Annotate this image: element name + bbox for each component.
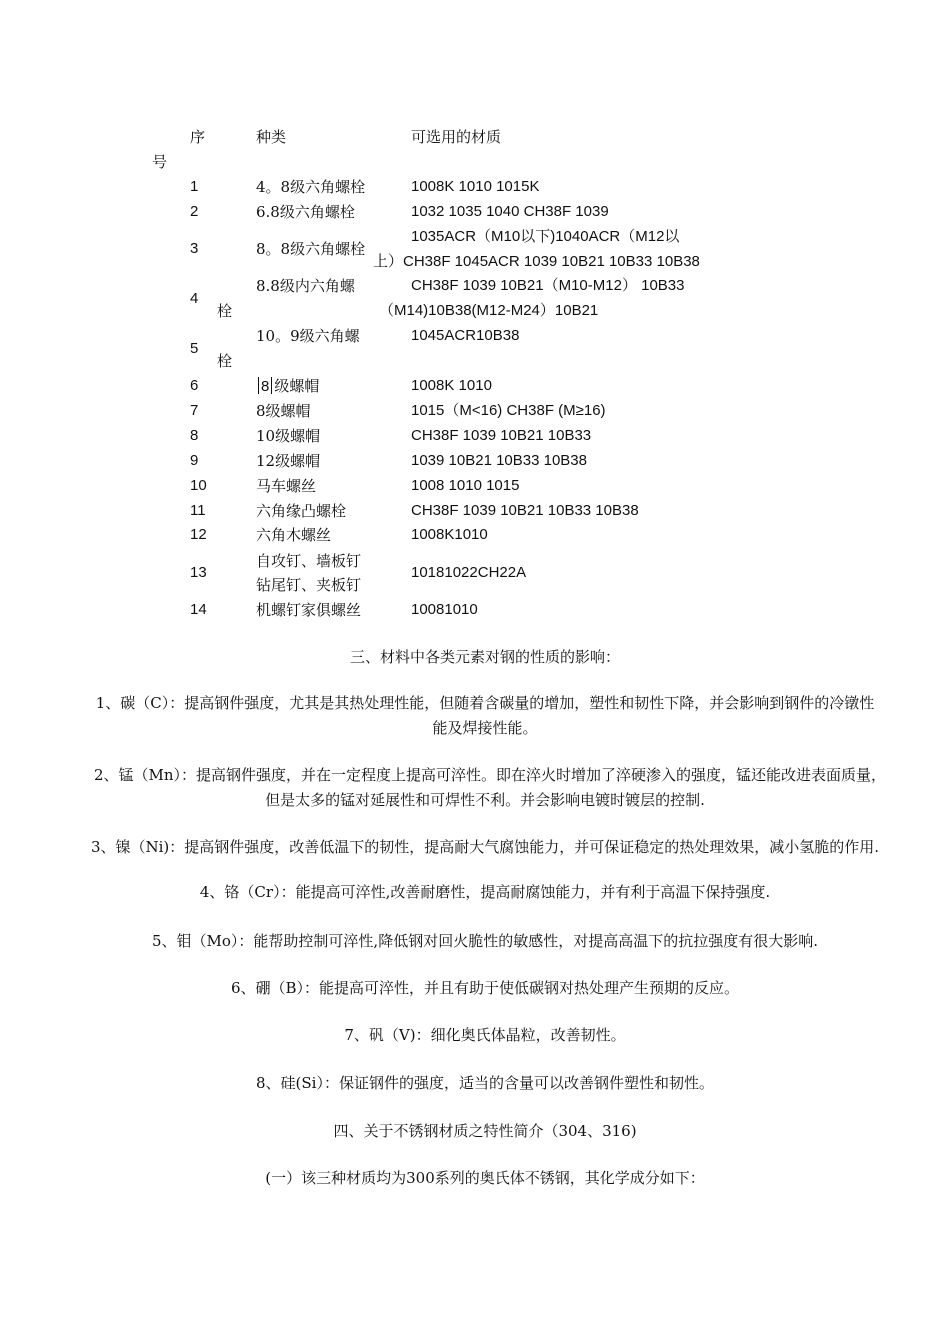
row-kind-number: 8 [261, 378, 270, 395]
row-number: 9 [190, 452, 199, 469]
paragraph-carbon-line1: 1、碳（C）：提高钢件强度，尤其是其热处理性能，但随着含碳量的增加，塑性和韧性下降，并会影响到钢件的冷镦性 [95, 694, 875, 712]
paragraph-nickel: 3、镍（Ni)：提高钢件强度，改善低温下的韧性，提高耐大气腐蚀能力，并可保证稳定的热处理效果，减小氢脆的作用. [90, 838, 880, 856]
header-material: 可选用的材质 [411, 128, 502, 146]
paragraph-vanadium: 7、矾（V)：细化奥氏体晶粒，改善韧性。 [344, 1026, 626, 1044]
row-number: 10 [190, 477, 207, 494]
row-material: CH38F 1039 10B21 10B33 [411, 427, 592, 444]
cell-border-mark [258, 377, 259, 394]
paragraph-chromium: 4、铬（Cr）：能提高可淬性,改善耐磨性，提高耐腐蚀能力，并有利于高温下保持强度. [199, 883, 771, 901]
row-material: 1045ACR10B38 [411, 327, 520, 344]
row-material: 1008K1010 [411, 526, 488, 543]
row-material-line2: （M14)10B38(M12-M24）10B21 [379, 302, 599, 319]
row-material-line1: CH38F 1039 10B21（M10-M12） 10B33 [411, 277, 685, 294]
row-material: CH38F 1039 10B21 10B33 10B38 [411, 502, 639, 519]
row-kind: 六角缘凸螺栓 [256, 502, 347, 520]
row-number: 3 [190, 240, 199, 257]
row-material-line1: 1035ACR（M10以下)1040ACR（M12以 [411, 228, 680, 245]
section-4-subtitle: (一）该三种材质均为300系列的奥氏体不锈钢，其化学成分如下： [265, 1169, 705, 1187]
row-number: 6 [190, 377, 199, 394]
row-kind-line1: 10。9级六角螺 [256, 327, 360, 345]
row-kind: 马车螺丝 [256, 477, 317, 495]
row-number: 14 [190, 601, 207, 618]
row-number: 11 [190, 502, 206, 519]
cell-border-mark [271, 377, 272, 394]
row-number: 5 [190, 340, 199, 357]
paragraph-carbon-line2: 能及焊接性能。 [432, 719, 538, 737]
row-kind-line2: 栓 [217, 302, 233, 320]
row-material-line2: 上）CH38F 1045ACR 1039 10B21 10B33 10B38 [373, 253, 700, 270]
row-material: 10081010 [411, 601, 478, 618]
row-kind: 12级螺帽 [256, 452, 321, 470]
paragraph-molybdenum: 5、钼（Mo）：能帮助控制可淬性,降低钢对回火脆性的敏感性，对提高高温下的抗拉强度有很大影响. [152, 932, 818, 950]
row-number: 2 [190, 203, 199, 220]
header-seq-top: 序 [190, 128, 206, 146]
paragraph-manganese-line2: 但是太多的锰对延展性和可焊性不利。并会影响电镀时镀层的控制. [265, 791, 705, 809]
section-4-title: 四、关于不锈钢材质之特性简介（304、316) [333, 1122, 637, 1140]
row-number: 7 [190, 402, 199, 419]
row-material: 1008 1010 1015 [411, 477, 520, 494]
row-number: 12 [190, 526, 207, 543]
row-kind-line1: 自攻钉、墙板钉 [256, 552, 362, 570]
row-material: 1008K 1010 1015K [411, 178, 540, 195]
paragraph-manganese-line1: 2、锰（Mn）：提高钢件强度，并在一定程度上提高可淬性。即在淬火时增加了淬硬渗入的强度，锰还能改进表面质量， [93, 766, 887, 784]
row-kind: 8。8级六角螺栓 [256, 240, 366, 258]
row-material: 1032 1035 1040 CH38F 1039 [411, 203, 609, 220]
section-3-title: 三、材料中各类元素对钢的性质的影响： [349, 648, 620, 666]
paragraph-silicon: 8、硅(Si）：保证钢件的强度，适当的含量可以改善钢件塑性和韧性。 [256, 1074, 714, 1092]
header-kind: 种类 [256, 128, 287, 146]
row-material: 1015（M<16) CH38F (M≥16) [411, 402, 606, 419]
row-number: 1 [190, 178, 199, 195]
row-kind: 6.8级六角螺栓 [256, 203, 355, 221]
row-kind: 10级螺帽 [256, 427, 321, 445]
row-material: 1039 10B21 10B33 10B38 [411, 452, 587, 469]
paragraph-boron: 6、硼（B）：能提高可淬性，并且有助于使低碳钢对热处理产生预期的反应。 [230, 979, 740, 997]
row-number: 8 [190, 427, 199, 444]
row-number: 4 [190, 290, 199, 307]
row-kind-line2: 钻尾钉、夹板钉 [256, 576, 362, 594]
row-kind [256, 376, 319, 397]
row-kind-line2: 栓 [217, 352, 233, 370]
row-kind-line1: 8.8级内六角螺 [256, 277, 355, 295]
row-kind: 机螺钉家俱螺丝 [256, 601, 362, 619]
row-kind: 六角木螺丝 [256, 526, 332, 544]
row-kind: 8级螺帽 [256, 402, 311, 420]
row-number: 13 [190, 564, 207, 581]
header-seq-bottom: 号 [152, 153, 168, 171]
row-kind-text: 级螺帽 [274, 377, 320, 395]
row-kind: 4。8级六角螺栓 [256, 178, 366, 196]
row-material: 1008K 1010 [411, 377, 492, 394]
row-material: 10181022CH22A [411, 564, 527, 581]
